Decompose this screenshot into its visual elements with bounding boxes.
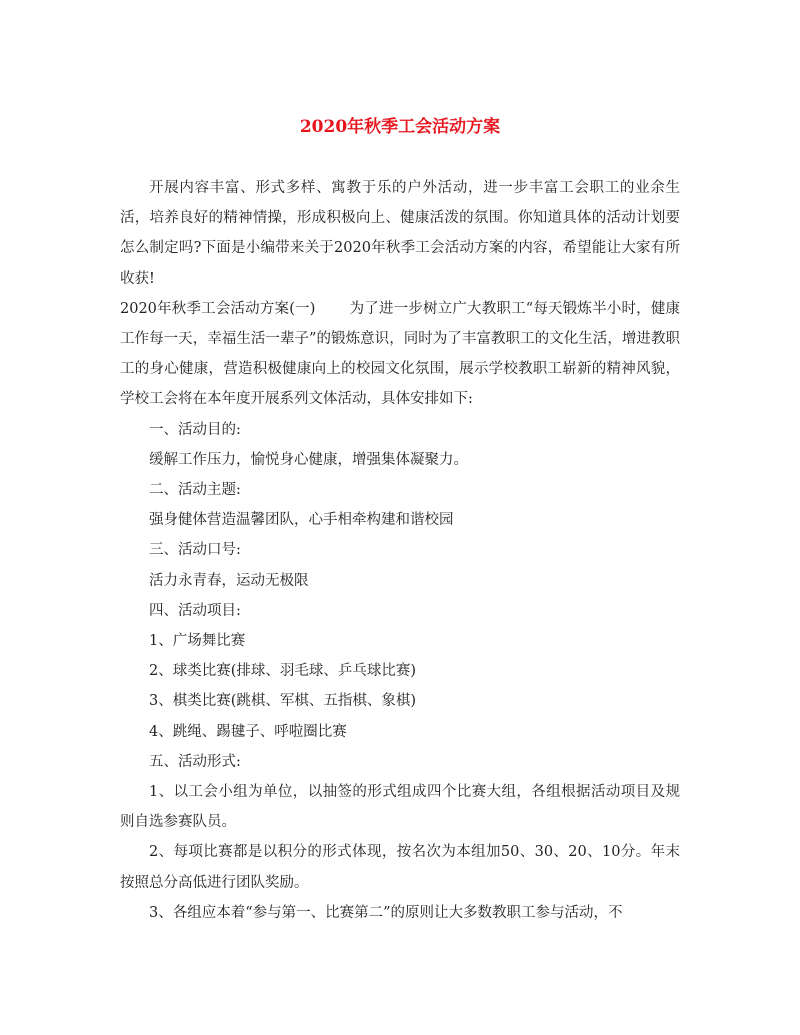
document-title: 2020年秋季工会活动方案: [299, 117, 501, 137]
paragraph: 2、每项比赛都是以积分的形式体现，按名次为本组加50、30、20、10分。年末按照总分高低进行团队奖励。: [120, 844, 680, 891]
paragraph: 4、跳绳、踢毽子、呼啦圈比赛: [149, 723, 347, 740]
paragraph: 活力永青春，运动无极限: [149, 572, 309, 589]
paragraph: 1、广场舞比赛: [149, 633, 246, 650]
paragraph: 五、活动形式:: [149, 753, 241, 770]
paragraph: 2、球类比赛(排球、羽毛球、乒乓球比赛): [149, 663, 417, 680]
paragraph: 三、活动口号:: [149, 542, 241, 559]
paragraph: 强身健体营造温馨团队，心手相牵构建和谐校园: [149, 512, 454, 529]
paragraph: 一、活动目的:: [149, 421, 241, 438]
section-heading-paragraph: [120, 294, 680, 415]
paragraph: 3、各组应本着“参与第一、比赛第二”的原则让大多数教职工参与活动，不: [149, 904, 623, 921]
document-body: [120, 173, 680, 928]
paragraph: 四、活动项目:: [149, 602, 241, 619]
section-heading: 2020年秋季工会活动方案(一): [120, 300, 316, 317]
paragraph: 1、以工会小组为单位，以抽签的形式组成四个比赛大组，各组根据活动项目及规则自选参赛队员。: [120, 784, 680, 831]
paragraph: 缓解工作压力，愉悦身心健康，增强集体凝聚力。: [149, 451, 468, 468]
intro-paragraph: 开展内容丰富、形式多样、寓教于乐的户外活动，进一步丰富工会职工的业余生活，培养良好的精神情操，形成积极向上、健康活泼的氛围。你知道具体的活动计划要怎么制定吗?下面是小编带来关于2020年秋季工会活动方案的内容，希望能让大家有所收获!: [120, 180, 680, 287]
section-lead: 为了进一步树立广大教职工“每天锻炼半小时，健康工作每一天，幸福生活一辈子”的锻炼意识，同时为了丰富教职工的文化生活，增进教职工的身心健康，营造积极健康向上的校园文化氛围，展示学校教职工崭新的精神风貌，学校工会将在本年度开展系列文体活动，具体安排如下:: [120, 300, 680, 408]
paragraph: 二、活动主题:: [149, 482, 241, 499]
paragraph: 3、棋类比赛(跳棋、军棋、五指棋、象棋): [149, 693, 417, 710]
